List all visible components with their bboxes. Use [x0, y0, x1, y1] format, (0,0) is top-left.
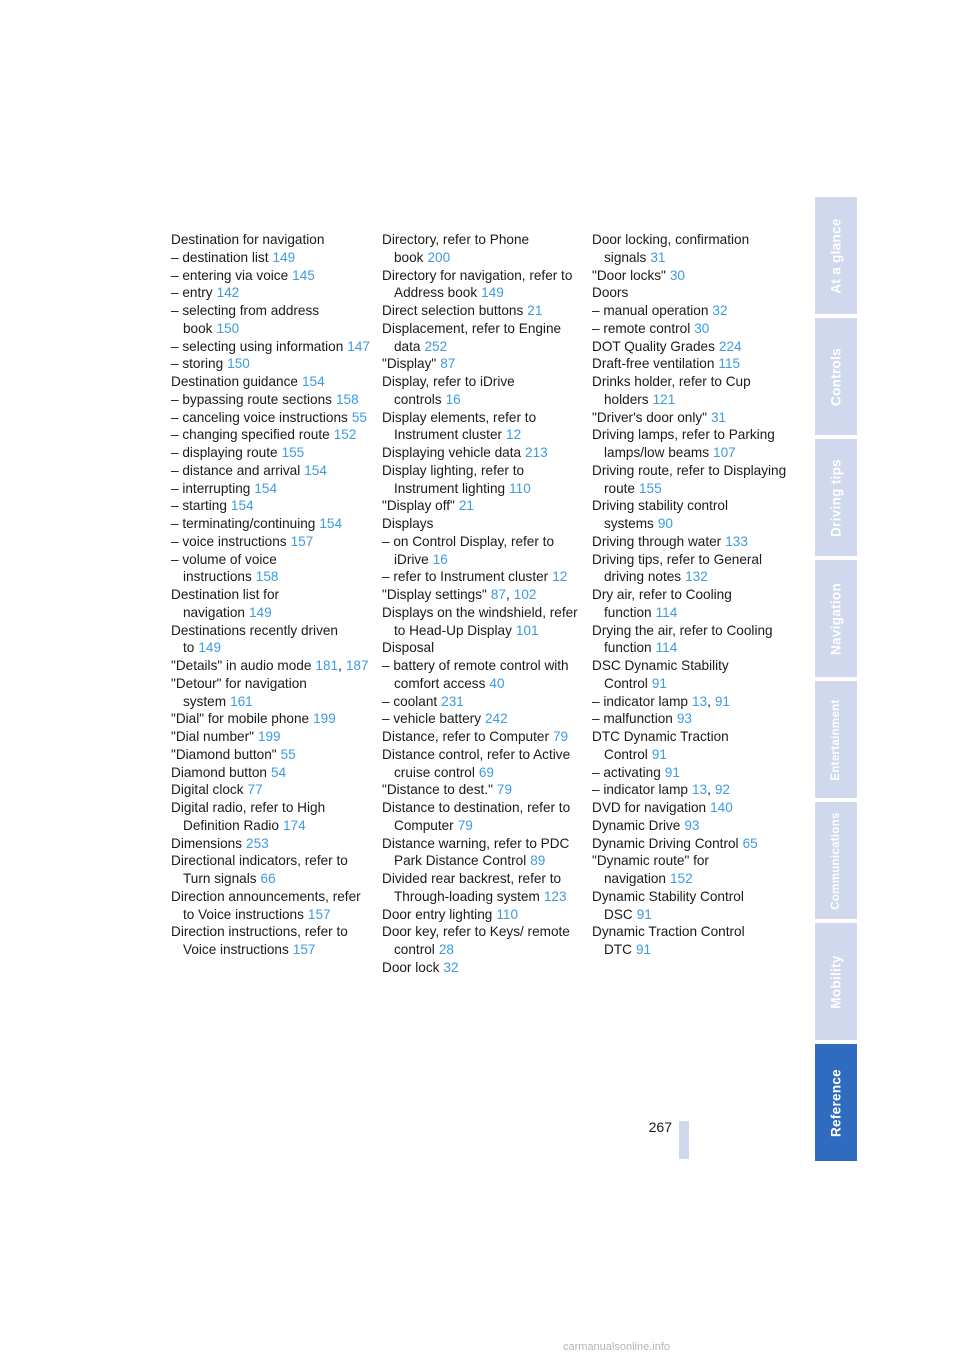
- index-entry: [382, 586, 582, 604]
- index-entry-term: Dynamic Drive: [592, 817, 681, 833]
- index-entry: [592, 852, 792, 888]
- index-entry: [592, 533, 792, 551]
- page-link[interactable]: 32: [712, 303, 728, 318]
- index-entry: [382, 604, 582, 640]
- index-entry-term: Driving through water: [592, 533, 722, 549]
- index-column-2: [382, 231, 582, 977]
- index-entry: [592, 551, 792, 587]
- page-link[interactable]: 161: [230, 693, 253, 709]
- index-entry-term: Distance warning, refer to PDC Park Distance Control: [382, 835, 570, 869]
- index-entry: [592, 693, 792, 711]
- index-entry-term: Draft-free ventilation: [592, 356, 715, 372]
- index-entry-term: – remote control: [592, 320, 691, 336]
- page-link[interactable]: 13: [691, 782, 708, 798]
- page-link[interactable]: 107: [713, 445, 736, 460]
- index-entry-term: – volume of voice instructions: [171, 551, 277, 585]
- page-link[interactable]: 140: [710, 800, 733, 815]
- index-entry: [382, 320, 582, 356]
- index-entry-term: Dry air, refer to Cooling function: [592, 587, 732, 620]
- index-entry: [382, 710, 582, 728]
- index-entry: [592, 817, 792, 835]
- page-link[interactable]: 13: [691, 693, 708, 709]
- page-link[interactable]: 31: [650, 249, 666, 265]
- page-link[interactable]: 155: [638, 480, 662, 496]
- page-link[interactable]: 252: [424, 338, 448, 354]
- index-entry-term: – entering via voice: [171, 267, 289, 283]
- page-link[interactable]: 16: [432, 551, 448, 567]
- index-entry: [382, 568, 582, 586]
- tab-communications[interactable]: [815, 802, 857, 919]
- index-entry-term: – on Control Display, refer to iDrive: [382, 533, 555, 567]
- page-link[interactable]: 55: [351, 409, 367, 425]
- index-entry: [592, 302, 792, 320]
- page-link[interactable]: 150: [227, 356, 250, 372]
- page-link[interactable]: 154: [304, 462, 327, 478]
- index-entry-term: Disposal: [382, 640, 435, 656]
- page-link[interactable]: 12: [506, 427, 522, 443]
- page-link[interactable]: 181: [315, 658, 339, 673]
- page-link[interactable]: 213: [525, 445, 548, 460]
- index-entry: [382, 728, 582, 746]
- index-entry: [171, 781, 371, 799]
- index-entry-term: Directory for navigation, refer to Address book: [382, 267, 573, 301]
- index-entry-term: – destination list: [171, 249, 269, 265]
- tab-label: Mobility: [828, 954, 844, 1009]
- index-entry-term: Displays on the windshield, refer to Head-Up Display: [382, 604, 578, 638]
- page-link[interactable]: 91: [714, 693, 730, 709]
- index-entry: [592, 373, 792, 409]
- index-entry-term: – displaying route: [171, 445, 278, 460]
- page-link[interactable]: 69: [478, 764, 494, 780]
- page-link[interactable]: 79: [552, 729, 569, 744]
- page-number: 267: [648, 1119, 672, 1135]
- page-link[interactable]: 123: [543, 888, 567, 904]
- index-entry: [592, 497, 792, 533]
- index-entry-term: – selecting using information: [171, 338, 344, 354]
- page-link[interactable]: 152: [333, 427, 357, 443]
- index-entry: [382, 515, 582, 533]
- index-entry: [171, 462, 371, 480]
- page-link[interactable]: 133: [725, 533, 748, 549]
- page-link[interactable]: 87: [440, 356, 456, 372]
- index-entry-term: Door entry lighting: [382, 906, 493, 922]
- index-entry-term: – terminating/continuing: [171, 516, 316, 531]
- index-column-3: [592, 231, 792, 959]
- page-link[interactable]: 31: [711, 409, 727, 425]
- page-link[interactable]: 93: [684, 817, 700, 833]
- page-link[interactable]: 149: [198, 640, 222, 656]
- index-entry-term: – changing specified route: [171, 427, 330, 443]
- index-entry-term: Dynamic Driving Control: [592, 835, 739, 851]
- page-link[interactable]: 199: [257, 729, 281, 744]
- page-link[interactable]: 154: [319, 516, 343, 531]
- index-entry-term: "Driver's door only": [592, 409, 707, 425]
- page-link[interactable]: 32: [443, 959, 459, 975]
- index-entry: [171, 622, 371, 658]
- index-entry-term: – distance and arrival: [171, 462, 301, 478]
- index-entry-term: Direction instructions, refer to Voice instructions: [171, 924, 348, 957]
- index-entry-term: "Diamond button": [171, 746, 277, 762]
- index-entry-term: "Dial number": [171, 729, 254, 744]
- index-entry: [171, 799, 371, 835]
- index-entry-term: Displacement, refer to Engine data: [382, 320, 562, 354]
- index-entry-term: Displays: [382, 516, 434, 531]
- index-entry-term: Driving tips, refer to General driving notes: [592, 551, 762, 585]
- watermark: carmanualsonline.info: [563, 1341, 671, 1353]
- tab-label: At a glance: [828, 217, 844, 294]
- index-entry-term: Destinations recently driven to: [171, 622, 338, 656]
- index-column-1: [171, 231, 371, 959]
- page-link[interactable]: 121: [652, 391, 676, 407]
- index-entry: [382, 746, 582, 782]
- index-entry: [592, 888, 792, 924]
- index-entry-term: Display lighting, refer to Instrument lighting: [382, 462, 525, 496]
- index-entry-term: "Distance to dest.": [382, 782, 493, 798]
- index-entry-term: Destination for navigation: [171, 232, 325, 247]
- index-entry: [382, 444, 582, 462]
- index-entry-term: Display elements, refer to Instrument cluster: [382, 409, 537, 443]
- index-entry: [171, 391, 371, 409]
- index-entry: [171, 302, 371, 338]
- index-entry: [171, 444, 371, 462]
- index-entry-term: Divided rear backrest, refer to Through-loading system: [382, 871, 562, 904]
- page-link[interactable]: 174: [282, 817, 306, 833]
- page-link[interactable]: 93: [676, 711, 692, 727]
- index-entry: [382, 906, 582, 924]
- index-entry: [382, 923, 582, 959]
- page-link[interactable]: 30: [669, 267, 685, 283]
- tab-at-a-glance[interactable]: [815, 197, 857, 314]
- index-entry-term: Digital clock: [171, 782, 244, 798]
- page-link[interactable]: 12: [552, 569, 568, 585]
- index-entry-term: DSC Dynamic Stability Control: [592, 658, 729, 691]
- index-entry-term: Distance, refer to Computer: [382, 729, 549, 744]
- page-link[interactable]: 154: [254, 480, 278, 496]
- index-entry: [592, 267, 792, 285]
- index-entry: [592, 586, 792, 622]
- index-entry: [171, 746, 371, 764]
- page-link[interactable]: 65: [742, 835, 758, 851]
- page-number-bar: [679, 1121, 689, 1159]
- index-entry-term: "Display": [382, 356, 437, 372]
- index-entry-term: "Dial" for mobile phone: [171, 711, 310, 727]
- index-entry: [171, 497, 371, 515]
- index-entry: [592, 462, 792, 498]
- page-separator: ,: [338, 658, 342, 673]
- index-entry: [592, 657, 792, 693]
- index-entry: [382, 302, 582, 320]
- index-entry: [382, 781, 582, 799]
- index-entry: [171, 480, 371, 498]
- index-entry: [171, 373, 371, 391]
- page-link[interactable]: 92: [714, 782, 730, 798]
- index-entry: [382, 231, 582, 267]
- page-link[interactable]: 114: [655, 640, 678, 656]
- page-link[interactable]: 30: [694, 320, 710, 336]
- page-link[interactable]: 110: [496, 906, 518, 922]
- page-link[interactable]: 157: [292, 942, 316, 957]
- index-entry-term: Drying the air, refer to Cooling function: [592, 622, 773, 656]
- page-link[interactable]: 102: [513, 587, 537, 602]
- page-link[interactable]: 91: [636, 906, 652, 922]
- page-link[interactable]: 91: [651, 675, 667, 691]
- tab-label: Reference: [828, 1068, 844, 1137]
- index-entry-term: – selecting from address book: [171, 303, 320, 336]
- index-entry-term: Diamond button: [171, 764, 267, 780]
- page-link[interactable]: 21: [458, 498, 474, 514]
- index-entry: [382, 533, 582, 569]
- index-entry-term: Drinks holder, refer to Cup holders: [592, 374, 751, 407]
- index-entry: [592, 338, 792, 356]
- page-link[interactable]: 199: [313, 711, 336, 727]
- page-link[interactable]: 149: [481, 285, 504, 301]
- index-entry-term: Directory, refer to Phone book: [382, 232, 530, 265]
- page-link[interactable]: 157: [307, 906, 331, 922]
- page-link[interactable]: 150: [216, 320, 240, 336]
- index-entry: [592, 409, 792, 427]
- index-entry-term: Dimensions: [171, 835, 243, 851]
- page-link[interactable]: 28: [438, 942, 454, 957]
- index-entry-term: Direct selection buttons: [382, 303, 524, 318]
- index-entry: [592, 764, 792, 782]
- index-entry-term: Displaying vehicle data: [382, 445, 522, 460]
- index-entry-term: – malfunction: [592, 711, 673, 727]
- page-link[interactable]: 152: [669, 871, 693, 886]
- index-entry: [592, 231, 792, 267]
- index-entry: [171, 835, 371, 853]
- index-entry: [171, 426, 371, 444]
- index-entry-term: Door locking, confirmation signals: [592, 232, 750, 265]
- index-entry-term: – storing: [171, 356, 224, 372]
- tab-navigation[interactable]: [815, 560, 857, 677]
- page-link[interactable]: 115: [718, 356, 741, 372]
- tab-driving-tips[interactable]: [815, 439, 857, 556]
- index-entry-term: Doors: [592, 285, 629, 301]
- index-entry-term: – bypassing route sections: [171, 391, 332, 407]
- index-entry: [382, 639, 582, 657]
- index-entry: [171, 515, 371, 533]
- index-entry-term: – battery of remote control with comfort access: [382, 658, 569, 691]
- index-entry-term: Door lock: [382, 959, 440, 975]
- index-entry-term: "Dynamic route" for navigation: [592, 853, 709, 886]
- index-entry-term: – manual operation: [592, 303, 709, 318]
- index-entry: [171, 409, 371, 427]
- index-entry-term: DOT Quality Grades: [592, 338, 715, 354]
- index-entry: [592, 622, 792, 658]
- page-link[interactable]: 90: [657, 516, 673, 531]
- index-entry-term: "Details" in audio mode: [171, 658, 312, 673]
- index-entry: [171, 675, 371, 711]
- index-entry-term: Distance control, refer to Active cruise control: [382, 746, 571, 780]
- page-link[interactable]: 231: [441, 693, 464, 709]
- index-entry: [171, 764, 371, 782]
- tab-label: Controls: [828, 347, 844, 406]
- index-entry-term: Driving stability control systems: [592, 498, 728, 531]
- index-entry-term: – indicator lamp: [592, 693, 688, 709]
- index-entry-term: – coolant: [382, 693, 438, 709]
- page-link[interactable]: 91: [651, 746, 667, 762]
- index-entry-term: Driving lamps, refer to Parking lamps/low beams: [592, 427, 775, 460]
- index-entry-term: "Door locks": [592, 267, 666, 283]
- index-entry: [171, 551, 371, 587]
- tab-label: Entertainment: [830, 698, 842, 781]
- index-entry-term: – activating: [592, 764, 661, 780]
- page-link[interactable]: 110: [509, 480, 531, 496]
- index-entry-term: – vehicle battery: [382, 711, 481, 727]
- index-entry: [382, 959, 582, 977]
- page-link[interactable]: 154: [301, 374, 325, 389]
- tab-label: Communications: [830, 811, 842, 910]
- page-link[interactable]: 16: [445, 391, 461, 407]
- index-entry: [592, 426, 792, 462]
- index-entry-term: "Display off": [382, 498, 455, 514]
- index-entry-term: "Detour" for navigation system: [171, 675, 307, 709]
- index-entry: [171, 338, 371, 356]
- index-entry-term: – starting: [171, 498, 227, 514]
- section-tabs: [815, 197, 857, 1165]
- index-entry: [382, 267, 582, 303]
- page-link[interactable]: 66: [260, 871, 276, 886]
- tab-label: Driving tips: [828, 458, 844, 537]
- index-entry-term: – voice instructions: [171, 533, 287, 549]
- page-link[interactable]: 242: [485, 711, 508, 727]
- index-entry-term: Driving route, refer to Displaying route: [592, 462, 787, 496]
- page-link[interactable]: 77: [247, 782, 263, 798]
- index-entry-term: – indicator lamp: [592, 782, 688, 798]
- page-separator: ,: [707, 782, 711, 798]
- index-entry: [171, 284, 371, 302]
- index-entry-term: "Display settings": [382, 587, 487, 602]
- page-link[interactable]: 158: [335, 391, 359, 407]
- page-link[interactable]: 89: [530, 853, 546, 869]
- page-link[interactable]: 158: [255, 569, 279, 585]
- index-entry: [171, 355, 371, 373]
- tab-mobility[interactable]: [815, 923, 857, 1040]
- index-entry: [592, 781, 792, 799]
- page-link[interactable]: 91: [635, 942, 652, 957]
- index-entry: [171, 586, 371, 622]
- page-link[interactable]: 224: [718, 338, 742, 354]
- page-link[interactable]: 154: [230, 498, 254, 514]
- index-entry: [382, 657, 582, 693]
- index-entry: [382, 799, 582, 835]
- index-entry-term: Dynamic Traction Control DTC: [592, 924, 745, 957]
- page-separator: ,: [707, 693, 711, 709]
- page-link[interactable]: 114: [655, 604, 678, 620]
- tab-label: Navigation: [828, 582, 844, 655]
- index-entry: [171, 923, 371, 959]
- index-entry: [382, 355, 582, 373]
- index-entry-term: DVD for navigation: [592, 800, 707, 815]
- page-link[interactable]: 54: [270, 764, 287, 780]
- page-link[interactable]: 147: [347, 338, 370, 354]
- page-link[interactable]: 142: [216, 285, 240, 301]
- index-entry: [171, 249, 371, 267]
- tab-controls[interactable]: [815, 318, 857, 435]
- page-link[interactable]: 253: [246, 835, 269, 851]
- index-entry: [382, 497, 582, 515]
- index-entry-term: – refer to Instrument cluster: [382, 569, 549, 585]
- index-entry-term: DTC Dynamic Traction Control: [592, 729, 729, 762]
- index-entry-term: – entry: [171, 285, 213, 301]
- page-link[interactable]: 149: [272, 249, 296, 265]
- index-entry-term: Distance to destination, refer to Computer: [382, 800, 571, 833]
- index-entry: [382, 835, 582, 871]
- index-entry-term: Direction announcements, refer to Voice instructions: [171, 888, 361, 922]
- page-link[interactable]: 21: [527, 303, 543, 318]
- tab-entertainment[interactable]: [815, 681, 857, 798]
- index-entry-term: Destination list for navigation: [171, 587, 280, 620]
- index-entry: [382, 693, 582, 711]
- page-link[interactable]: 87: [490, 587, 506, 602]
- page-link[interactable]: 101: [515, 622, 539, 638]
- page-link[interactable]: 132: [685, 569, 708, 585]
- index-entry-term: Dynamic Stability Control DSC: [592, 888, 744, 922]
- index-entry-term: Digital radio, refer to High Definition Radio: [171, 800, 326, 833]
- index-entry: [171, 728, 371, 746]
- index-entry-term: Display, refer to iDrive controls: [382, 374, 515, 407]
- index-entry: [382, 870, 582, 906]
- page-link[interactable]: 149: [248, 604, 272, 620]
- index-entry: [171, 888, 371, 924]
- index-entry: [171, 231, 371, 249]
- index-entry-term: – interrupting: [171, 480, 251, 496]
- index-entry: [592, 835, 792, 853]
- page-link[interactable]: 157: [290, 533, 314, 549]
- page-link[interactable]: 55: [280, 746, 296, 762]
- index-entry: [171, 852, 371, 888]
- index-entry: [592, 355, 792, 373]
- index-entry: [592, 320, 792, 338]
- index-entry-term: Door key, refer to Keys/ remote control: [382, 924, 570, 957]
- index-entry: [382, 462, 582, 498]
- page-link[interactable]: 79: [496, 782, 513, 798]
- index-entry: [382, 373, 582, 409]
- index-entry: [592, 284, 792, 302]
- index-entry: [171, 267, 371, 285]
- index-entry-term: Destination guidance: [171, 374, 298, 389]
- page-link[interactable]: 187: [345, 658, 369, 673]
- index-entry: [592, 728, 792, 764]
- index-entry: [592, 923, 792, 959]
- page-link[interactable]: 40: [489, 675, 505, 691]
- tab-reference[interactable]: [815, 1044, 857, 1161]
- index-entry: [382, 409, 582, 445]
- page-link[interactable]: 79: [457, 817, 473, 833]
- page-link[interactable]: 200: [427, 249, 451, 265]
- page-link[interactable]: 155: [281, 445, 305, 460]
- index-entry-term: – canceling voice instructions: [171, 409, 348, 425]
- index-entry: [171, 710, 371, 728]
- page-link[interactable]: 91: [664, 764, 680, 780]
- index-entry: [171, 657, 371, 675]
- index-entry-term: Directional indicators, refer to Turn signals: [171, 853, 348, 886]
- page-link[interactable]: 145: [292, 267, 315, 283]
- index-entry: [171, 533, 371, 551]
- page-separator: ,: [505, 587, 510, 602]
- index-entry: [592, 710, 792, 728]
- index-entry: [592, 799, 792, 817]
